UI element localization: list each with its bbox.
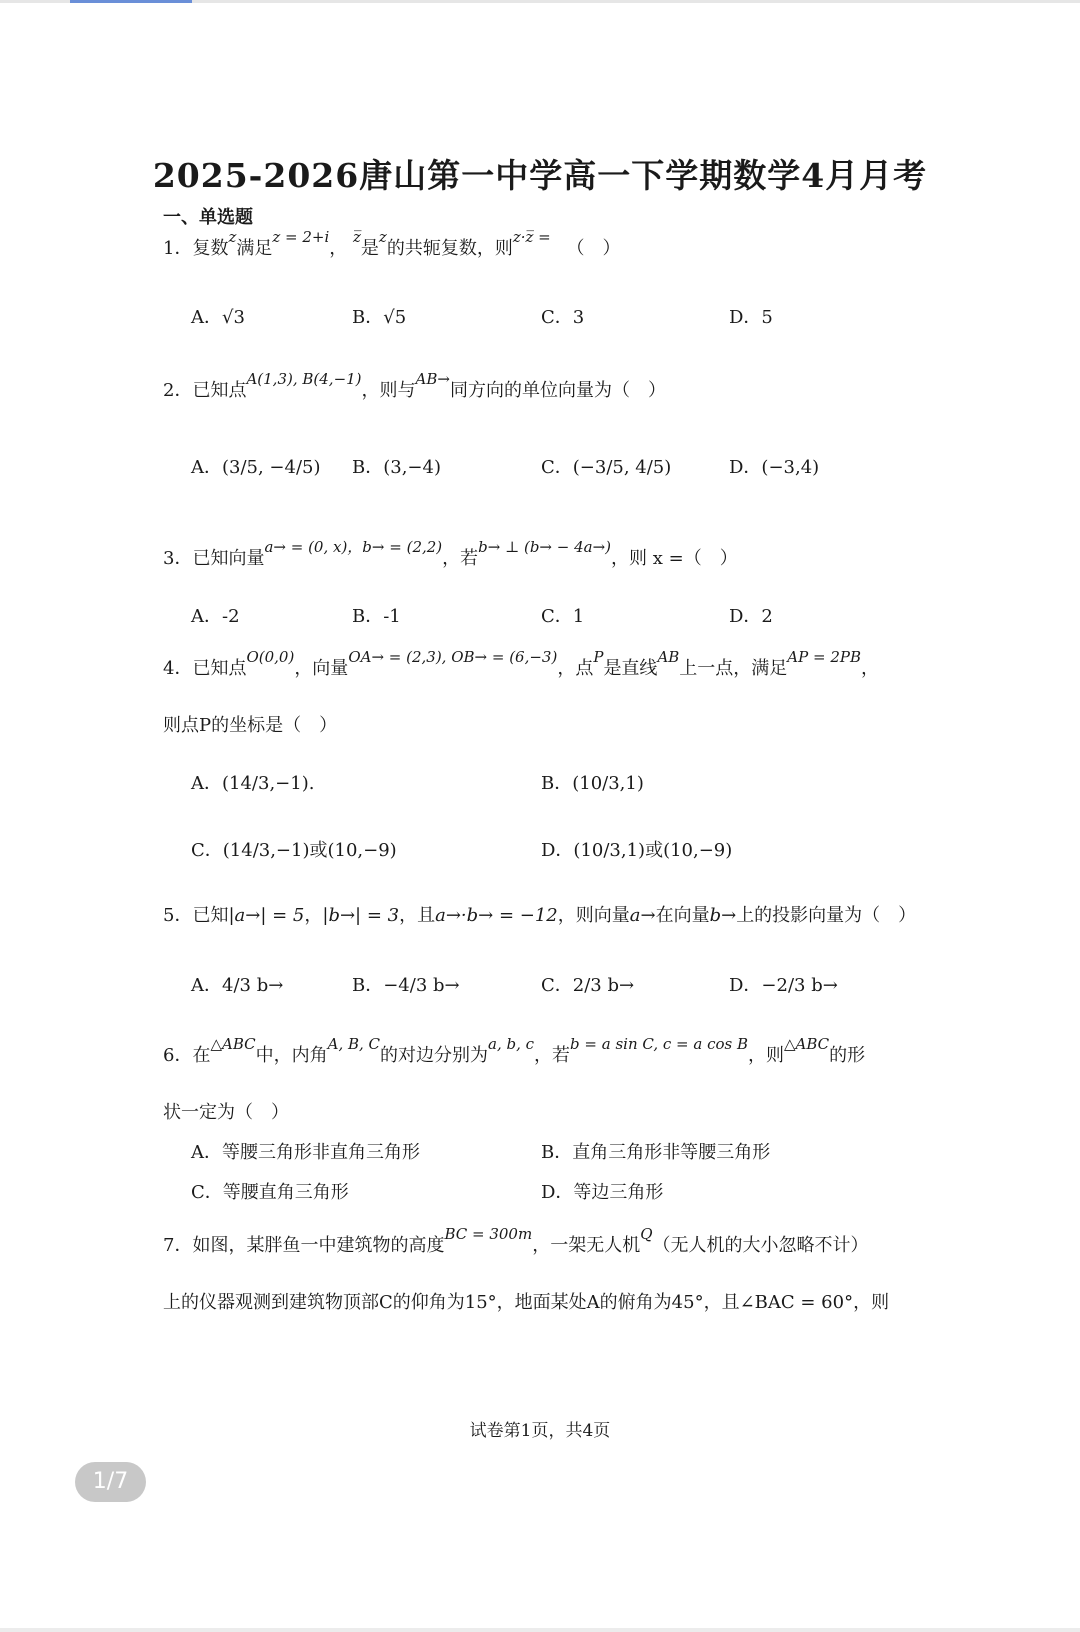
page-title: 2025-2026唐山第一中学高一下学期数学4月月考 <box>152 156 928 195</box>
section-heading: 一、单选题 <box>163 207 253 228</box>
question-3-option-a: A．-2 <box>191 606 240 627</box>
question-7-stem-line2: 上的仪器观测到建筑物顶部C的仰角为15°，地面某处A的俯角为45°，且∠BAC = 60°，则 <box>163 1292 890 1313</box>
question-6-stem: 6．在$^{\triangle ABC}$中，内角$^{A, B, C}$的对边分别为$^{a, b, c}$，若$^{b = a sin C, c = a cos B}$，则$^{\triangle ABC}$的形 <box>163 1035 866 1066</box>
question-5-option-d: D．−2/3 b→ <box>729 975 838 996</box>
question-6-option-c: C．等腰直角三角形 <box>191 1182 349 1203</box>
question-4-option-c: C．(14/3,−1)或(10,−9) <box>191 840 397 861</box>
question-1-option-b: B．√5 <box>352 307 407 328</box>
question-3-option-d: D．2 <box>729 606 773 627</box>
question-2-stem: 2．已知点$^{A(1,3), B(4,-1)}$，则与$^{AB\to}$同方向的单位向量为（ ） <box>163 370 666 401</box>
page-indicator-badge[interactable]: 1/7 <box>75 1462 146 1502</box>
question-2-option-c: C．(−3/5, 4/5) <box>541 457 672 478</box>
question-2-option-d: D．(−3,4) <box>729 457 820 478</box>
question-6-option-b: B．直角三角形非等腰三角形 <box>541 1142 771 1163</box>
question-3-option-c: C．1 <box>541 606 585 627</box>
question-4-option-a: A．(14/3,−1). <box>191 773 315 794</box>
question-3-stem: 3．已知向量$^{a\to = (0, x),b\to = (2,2)}$，若$^{b\to \perp (b\to - 4a\to)}$，则 x =（ ） <box>163 538 738 569</box>
question-4-option-d: D．(10/3,1)或(10,−9) <box>541 840 733 861</box>
question-5-option-c: C．2/3 b→ <box>541 975 635 996</box>
question-4-option-b: B．(10/3,1) <box>541 773 644 794</box>
question-2-option-b: B．(3,−4) <box>352 457 441 478</box>
question-5-stem: 5．已知|a→| = 5，|b→| = 3，且a→·b→ = −12，则向量a→在向量b→上的投影向量为（ ） <box>163 905 917 926</box>
question-4-stem: 4．已知点$^{O(0,0)}$，向量$^{OA\to = (2,3), OB\to = (6,-3)}$，点$^P$是直线$^{AB}$上一点，满足$^{AP = 2PB}$， <box>163 648 879 679</box>
question-6-option-a: A．等腰三角形非直角三角形 <box>191 1142 420 1163</box>
question-1-stem: 1．复数$^z$满足$^{z = 2+i}$， $^{z̅}$是$^z$的共轭复数，则$^{z\cdot z̅ =}$ （ ） <box>163 228 621 259</box>
question-5-option-b: B．−4/3 b→ <box>352 975 460 996</box>
question-2-option-a: A．(3/5, −4/5) <box>191 457 321 478</box>
page-footer: 试卷第1页，共4页 <box>469 1421 611 1441</box>
question-3-option-b: B．-1 <box>352 606 401 627</box>
question-5-option-a: A．4/3 b→ <box>191 975 284 996</box>
question-1-option-c: C．3 <box>541 307 585 328</box>
question-1-option-d: D．5 <box>729 307 773 328</box>
question-6-stem-line2: 状一定为（ ） <box>163 1102 289 1123</box>
question-6-option-d: D．等边三角形 <box>541 1182 664 1203</box>
bottom-bar <box>0 1628 1080 1632</box>
question-7-stem: 7．如图，某胖鱼一中建筑物的高度$^{BC = 300m}$，一架无人机$^Q$（无人机的大小忽略不计） <box>163 1225 869 1256</box>
question-4-stem-line2: 则点P的坐标是（ ） <box>163 715 338 736</box>
question-1-option-a: A．√3 <box>191 307 245 328</box>
